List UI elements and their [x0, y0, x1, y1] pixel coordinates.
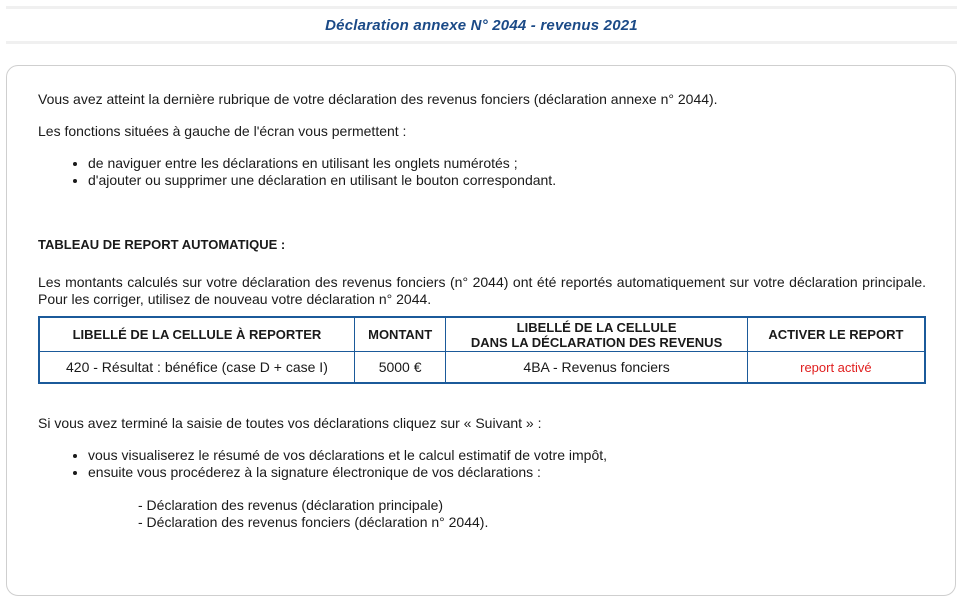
- report-description: Les montants calculés sur votre déclaration des revenus fonciers (n° 2044) ont été reportés automatiquement sur votre déclaration principale. Pour les corriger, utilisez de nouveau votre déclaration n° 2044.: [38, 274, 926, 307]
- section-title: TABLEAU DE REPORT AUTOMATIQUE :: [38, 237, 286, 252]
- table-row: [39, 352, 925, 384]
- report-table: [38, 316, 926, 384]
- column-header-activate-report: ACTIVER LE REPORT: [747, 317, 925, 352]
- functions-paragraph: Les fonctions situées à gauche de l'écran vous permettent :: [38, 123, 407, 139]
- functions-list: [38, 155, 926, 189]
- report-status-text: report activé: [800, 359, 872, 375]
- page-title: Déclaration annexe N° 2044 - revenus 2021: [325, 16, 638, 34]
- list-item: • vous visualiserez le résumé de vos déclarations et le calcul estimatif de votre impôt,: [88, 447, 926, 464]
- cell-amount: 5000 €: [354, 352, 446, 384]
- next-step-list: [38, 447, 926, 481]
- intro-paragraph: Vous avez atteint la dernière rubrique de votre déclaration des revenus fonciers (déclaration annexe n° 2044).: [38, 91, 718, 107]
- column-header-cell-label: LIBELLÉ DE LA CELLULE À REPORTER: [39, 317, 354, 352]
- table-header-row: [39, 317, 925, 352]
- cell-target-label: 4BA - Revenus fonciers: [446, 352, 747, 384]
- list-item: • d'ajouter ou supprimer une déclaration en utilisant le bouton correspondant.: [88, 172, 926, 189]
- column-header-target-label-line2: DANS LA DÉCLARATION DES REVENUS: [470, 334, 723, 350]
- list-item: • de naviguer entre les déclarations en utilisant les onglets numérotés ;: [88, 155, 926, 172]
- cell-label: 420 - Résultat : bénéfice (case D + case I): [39, 352, 354, 384]
- declaration-item: - Déclaration des revenus fonciers (déclaration n° 2044).: [138, 514, 489, 530]
- declaration-item: - Déclaration des revenus (déclaration principale): [138, 497, 444, 513]
- panel-content: [38, 91, 926, 531]
- list-item: • ensuite vous procéderez à la signature électronique de vos déclarations :: [88, 464, 926, 481]
- column-header-target-label: [446, 317, 747, 352]
- column-header-amount: MONTANT: [354, 317, 446, 352]
- declarations-list: [38, 497, 926, 531]
- page-header: [6, 6, 957, 44]
- main-panel: [6, 65, 956, 596]
- next-step-paragraph: Si vous avez terminé la saisie de toutes vos déclarations cliquez sur « Suivant » :: [38, 415, 542, 431]
- cell-report-status: [747, 352, 925, 384]
- column-header-target-label-line1: LIBELLÉ DE LA CELLULE: [516, 319, 677, 335]
